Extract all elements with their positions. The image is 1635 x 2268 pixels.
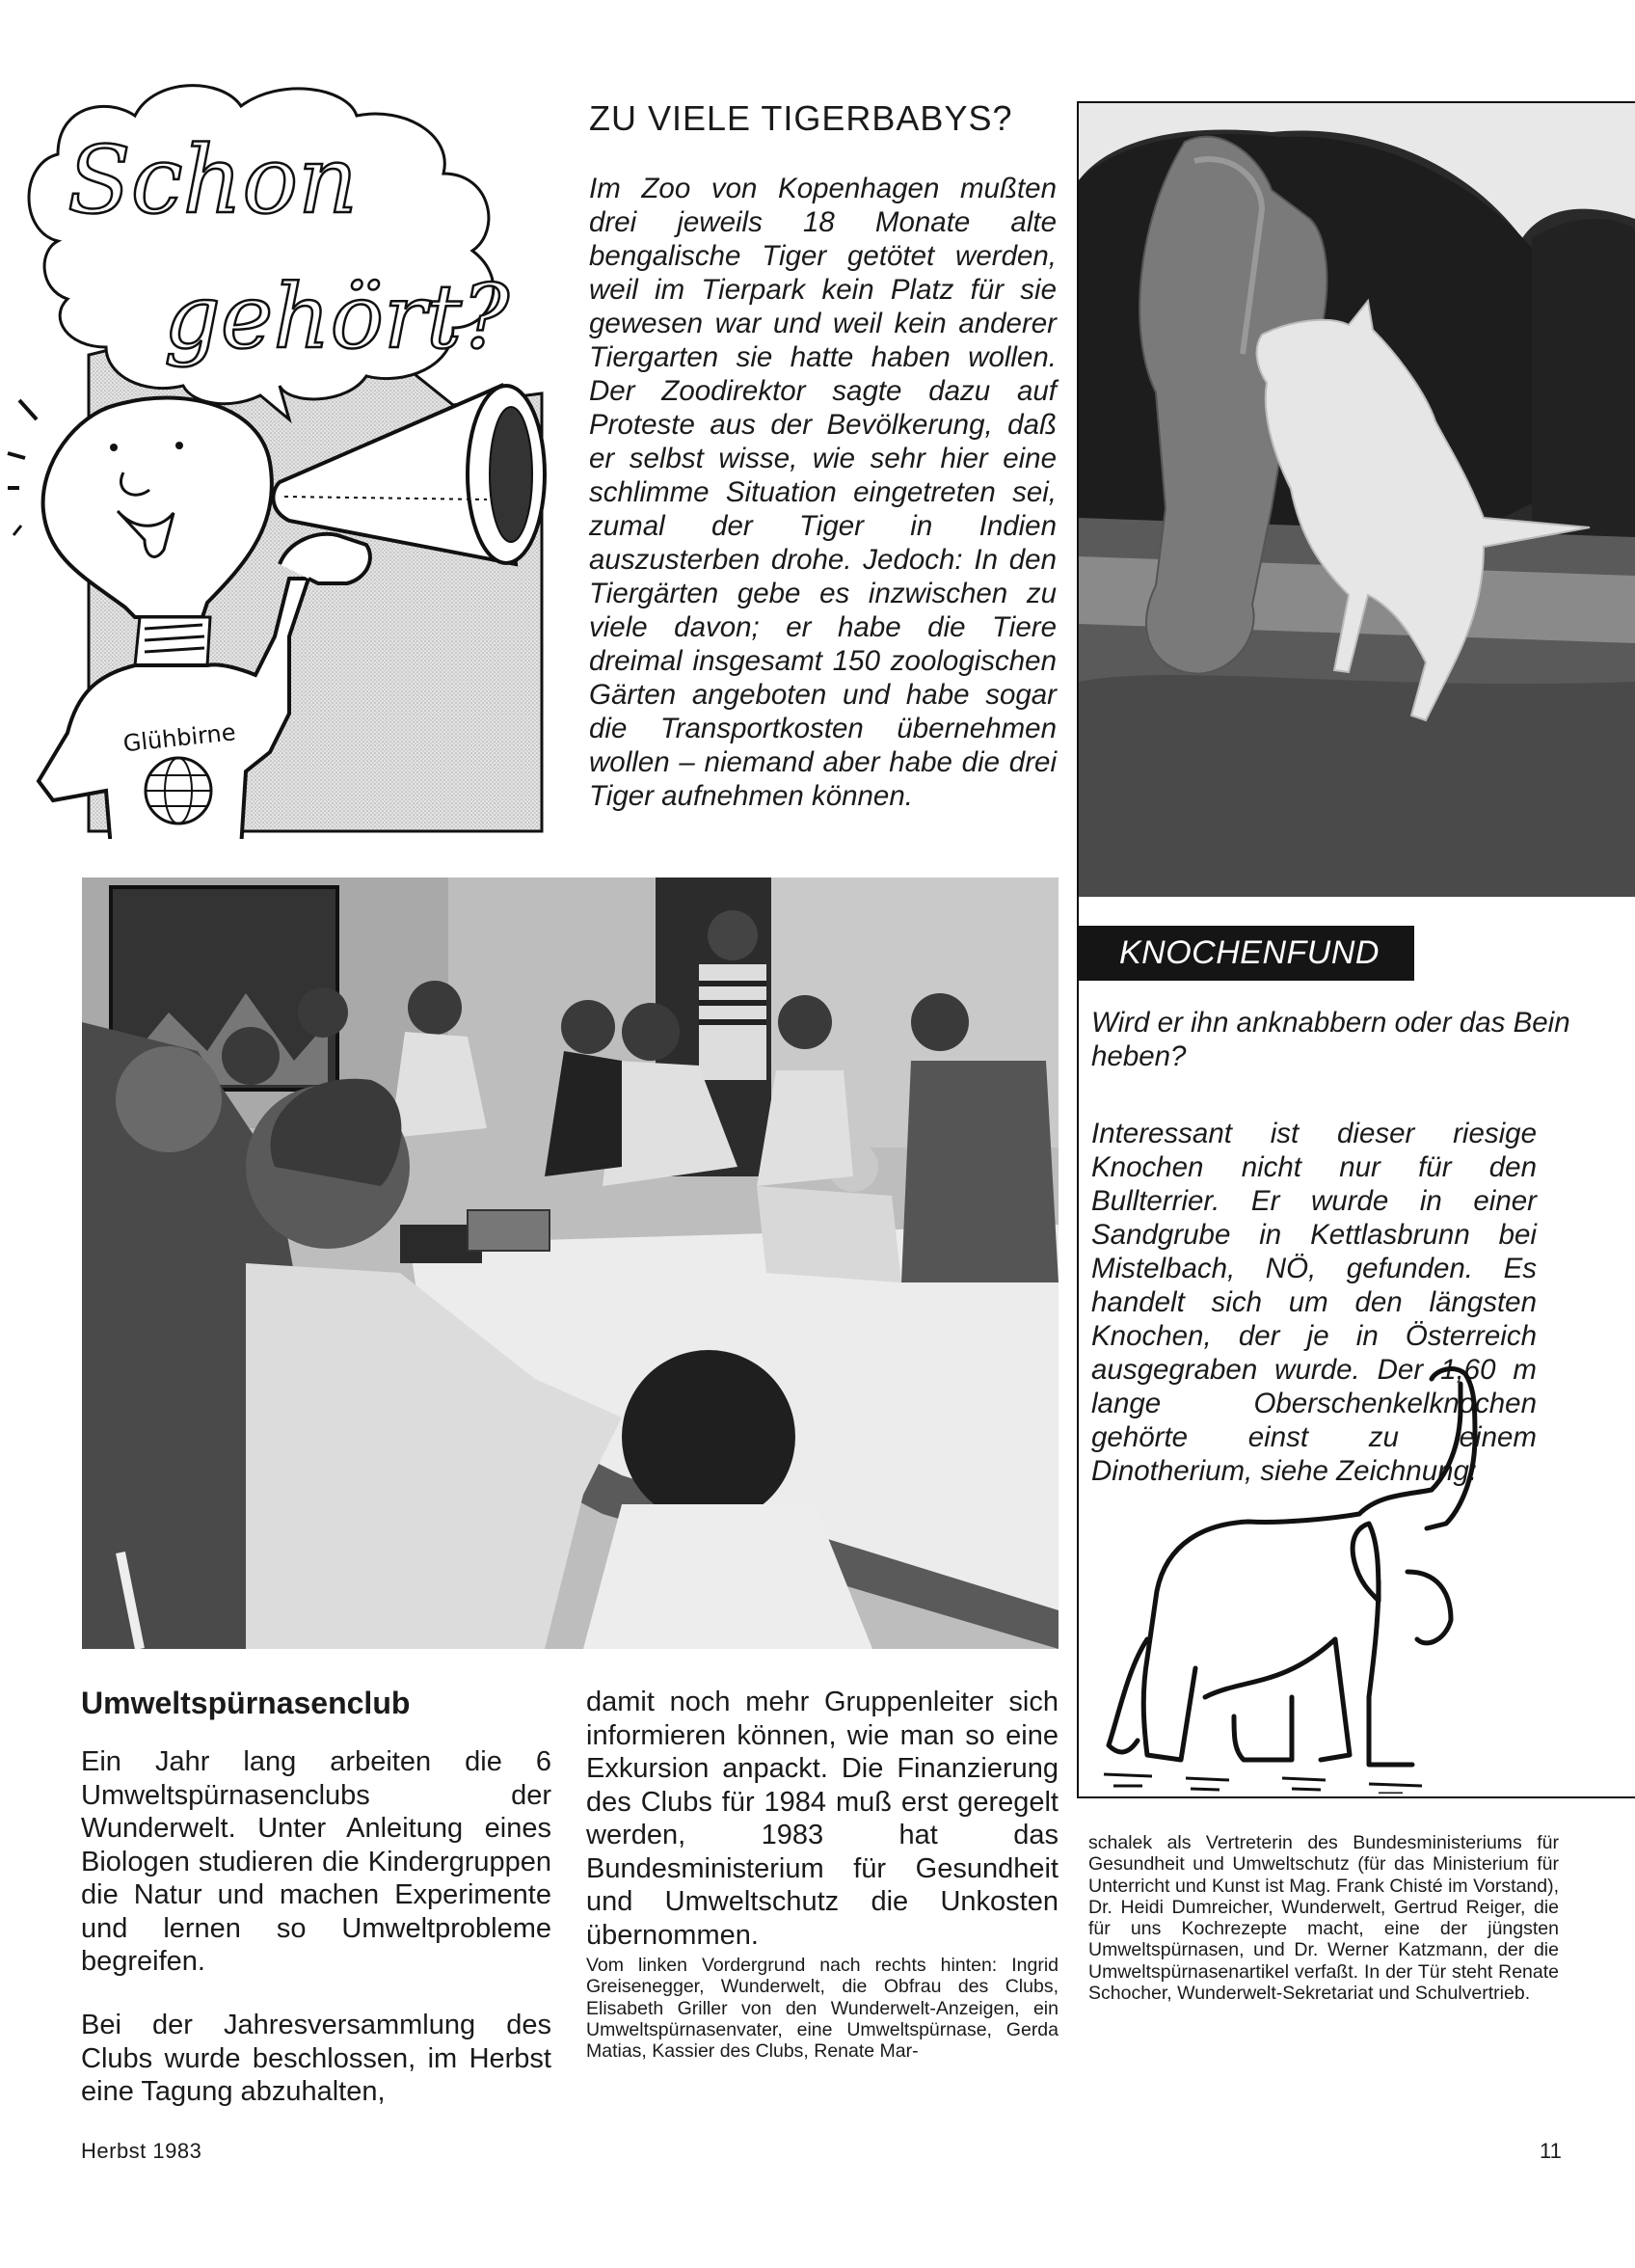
bone-article-body: Interessant ist dieser riesige Knochen nicht nur für den Bullterrier. Er wurde in einer Sandgrube in Kettlasbrunn bei Mistelbach, NÖ, gefunden. Es handelt sich um den längsten Knochen, der je in Österreich ausgegraben wurde. Der 1,60 m lange Oberschenkelknochen gehörte einst zu einem Dinotherium, siehe Zeichnung: xyxy=(1091,1118,1537,1487)
speech-bubble-line2: gehört? xyxy=(164,265,510,368)
page-number: 11 xyxy=(1540,2139,1562,2163)
club-meeting-photo xyxy=(82,878,1059,1649)
club-article-title: Umweltspürnasenclub xyxy=(81,1686,411,1720)
tiger-article-title: ZU VIELE TIGERBABYS? xyxy=(589,98,1013,138)
tiger-article-body: Im Zoo von Kopenhagen mußten drei jeweils 18 Monate alte bengalische Tiger getötet werden, weil im Tierpark kein Platz für sie gewesen war und weil kein anderer Tiergarten sie hatte haben wollen. Der Zoodirektor sagte dazu auf Proteste aus der Bevölkerung, daß er selbst wisse, wie sehr hier eine schlimme Situation eingetreten sei, zumal der Tiger in Indien auszusterben drohe. Jedoch: In den Tiergärten gebe es inzwischen zu viele davon; er habe die Tiere dreimal insgesamt 150 zoologischen Gärten angeboten und habe sogar die Transportkosten übernehmen wollen – niemand aber habe die drei Tiger aufnehmen können. xyxy=(589,173,1057,812)
shirt-label: Glühbirne xyxy=(121,718,237,758)
speech-bubble-line1: Schon xyxy=(67,126,358,234)
club-article-paragraph-continued: damit noch mehr Gruppenleiter sich informieren können, wie man so eine Exkursion anpackt. Die Finanzierung des Clubs für 1984 muß erst geregelt werden, 1983 hat das Bundesministerium für Gesundheit und Umweltschutz die Unkosten übernommen. xyxy=(586,1687,1059,1951)
bullterrier-bone-photo xyxy=(1079,103,1635,897)
bone-article-label: KNOCHENFUND xyxy=(1079,926,1414,981)
globe-icon xyxy=(146,758,211,824)
lightbulb-cartoon-illustration xyxy=(0,39,569,839)
club-article-paragraph: Ein Jahr lang arbeiten die 6 Umweltspürnasenclubs der Wunderwelt. Unter Anleitung eines Biologen studieren die Kindergruppen die Natur und machen Experimente und lernen so Umweltprobleme begreifen. xyxy=(81,1746,551,1977)
dinotherium-drawing xyxy=(1089,1350,1635,1794)
issue-date: Herbst 1983 xyxy=(81,2139,202,2163)
bone-article-subtitle: Wird er ihn anknabbern oder das Bein heben? xyxy=(1091,1007,1570,1072)
club-article-paragraph: Bei der Jahresversammlung des Clubs wurde beschlossen, im Herbst eine Tagung abzuhalten, xyxy=(81,2010,551,2107)
photo-caption-continued: schalek als Vertreterin des Bundesministeriums für Gesundheit und Umweltschutz (für das Ministerium für Unterricht und Kunst ist Mag. Frank Chisté im Vorstand), Dr. Heidi Dumreicher, Wunderwelt, Gertrud Reiger, die für uns Kochrezepte macht, eine der jüngsten Umweltspürnasen, und Dr. Werner Katzmann, der die Umweltspürnasenartikel verfaßt. In der Tür steht Renate Schocher, Wunderwelt-Sekretariat und Schulvertrieb. xyxy=(1088,1832,1559,2005)
photo-caption: Vom linken Vordergrund nach rechts hinten: Ingrid Greisenegger, Wunderwelt, die Obfrau des Clubs, Elisabeth Griller von den Wunderwelt-Anzeigen, ein Umweltspürnasenvater, eine Umweltspürnase, Gerda Matias, Kassier des Clubs, Renate Mar- xyxy=(586,1955,1059,2063)
